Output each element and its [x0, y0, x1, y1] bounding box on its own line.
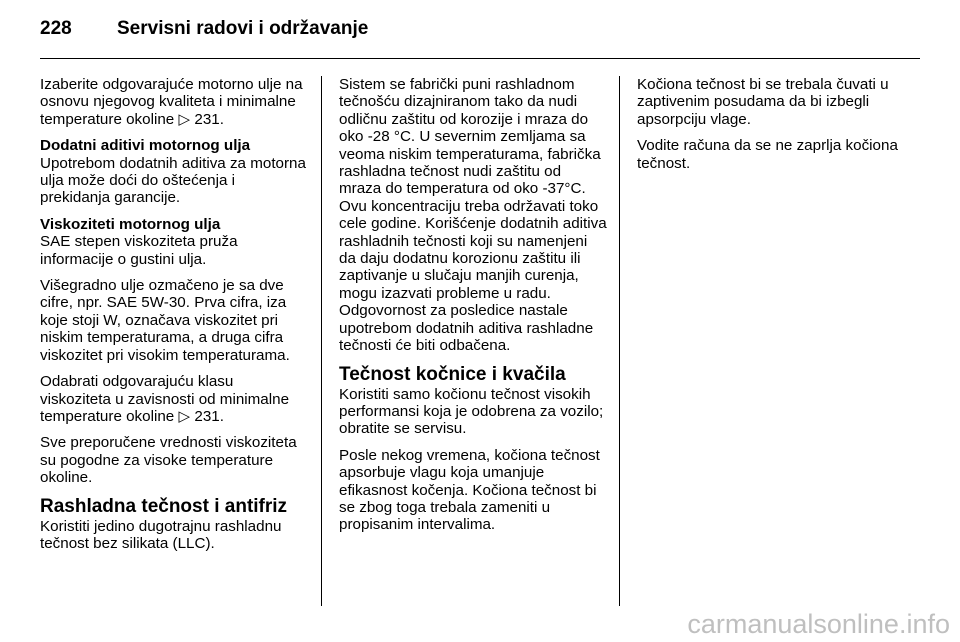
paragraph-coolant-continued: Sistem se fabrički puni rashladnom tečnošću dizajniranom tako da nudi odličnu zaštitu od korozije i mraza do oko -28 °C. U severnim zemljama sa veoma niskim temperaturama, fabrička rashladna tečnost nudi zaštitu od mraza do temperatura od oko -37°C. Ovu koncentraciju treba održavati toko cele godine. Korišćenje dodatnih aditiva rashladnih tečnosti koji su namenjeni da daju dodatnu korozionu zaštitu ili zaptivanje u slučaju manjih curenja, mogu izazvati probleme u radu. Odgovornost za posledice nastale upotrebom dodatnih aditiva rashladne tečnosti će biti odbačena.	[339, 76, 607, 355]
arrow-right-icon: ▷	[178, 110, 191, 128]
watermark: carmanualsonline.info	[687, 609, 950, 639]
paragraph-oil-selection: Izaberite odgovarajuće motorno ulje na osnovu njegovog kvaliteta i minimalne temperature okoline ▷ 231.	[40, 76, 303, 128]
chapter-title: Servisni radovi i održavanje	[117, 18, 369, 39]
paragraph-brake-2: Posle nekog vremena, kočiona tečnost apsorbuje vlagu koja umanjuje efikasnost kočenja. Kočiona tečnost bi se zbog toga trebala zameniti u propisanim intervalima.	[339, 446, 600, 534]
column-2	[339, 76, 607, 543]
arrow-right-icon: ▷	[178, 407, 191, 425]
heading-oil-viscosity: Viskoziteti motornog ulja	[40, 215, 221, 233]
page-number: 228	[40, 18, 72, 39]
page-reference: ▷ 231.	[178, 110, 224, 128]
paragraph-brake-contamination: Vodite računa da se ne zaprlja kočiona tečnost.	[637, 137, 898, 172]
page-header	[40, 10, 920, 50]
heading-coolant: Rashladna tečnost i antifriz	[40, 495, 288, 517]
heading-brake-fluid: Tečnost kočnice i kvačila	[339, 363, 566, 385]
paragraph-brake-storage: Kočiona tečnost bi se trebala čuvati u zaptivenim posudama da bi izbegli apsorpciju vlage.	[637, 76, 889, 128]
header-rule	[40, 58, 920, 59]
page-reference: ▷ 231.	[178, 407, 224, 425]
heading-oil-additives: Dodatni aditivi motornog ulja	[40, 137, 251, 155]
paragraph-viscosity-2: Višegradno ulje ozmačeno je sa dve cifre, npr. SAE 5W-30. Prva cifra, iza koje stoji W, označava viskozitet pri niskim temperaturama, a druga cifra viskozitet pri visokim temperaturama.	[40, 277, 290, 364]
paragraph-viscosity-3: Odabrati odgovarajuću klasu viskoziteta u zavisnosti od minimalne temperature okoline ▷ 231.	[40, 373, 290, 425]
paragraph-brake-1: Koristiti samo kočionu tečnost visokih performansi koja je odobrena za vozilo; obratite se servisu.	[339, 385, 604, 438]
column-divider	[619, 76, 620, 606]
paragraph-coolant: Koristiti jedino dugotrajnu rashladnu tečnost bez silikata (LLC).	[40, 517, 282, 552]
paragraph-viscosity-1: SAE stepen viskoziteta pruža informacije o gustini ulja.	[40, 233, 238, 268]
paragraph-viscosity-4: Sve preporučene vrednosti viskoziteta su pogodne za visoke temperature okoline.	[40, 434, 297, 487]
column-divider	[321, 76, 322, 606]
column-3	[637, 76, 905, 181]
column-1	[40, 76, 308, 561]
paragraph-oil-additives: Upotrebom dodatnih aditiva za motorna ulja može doći do oštećenja i prekidanja garancije.	[40, 154, 306, 207]
